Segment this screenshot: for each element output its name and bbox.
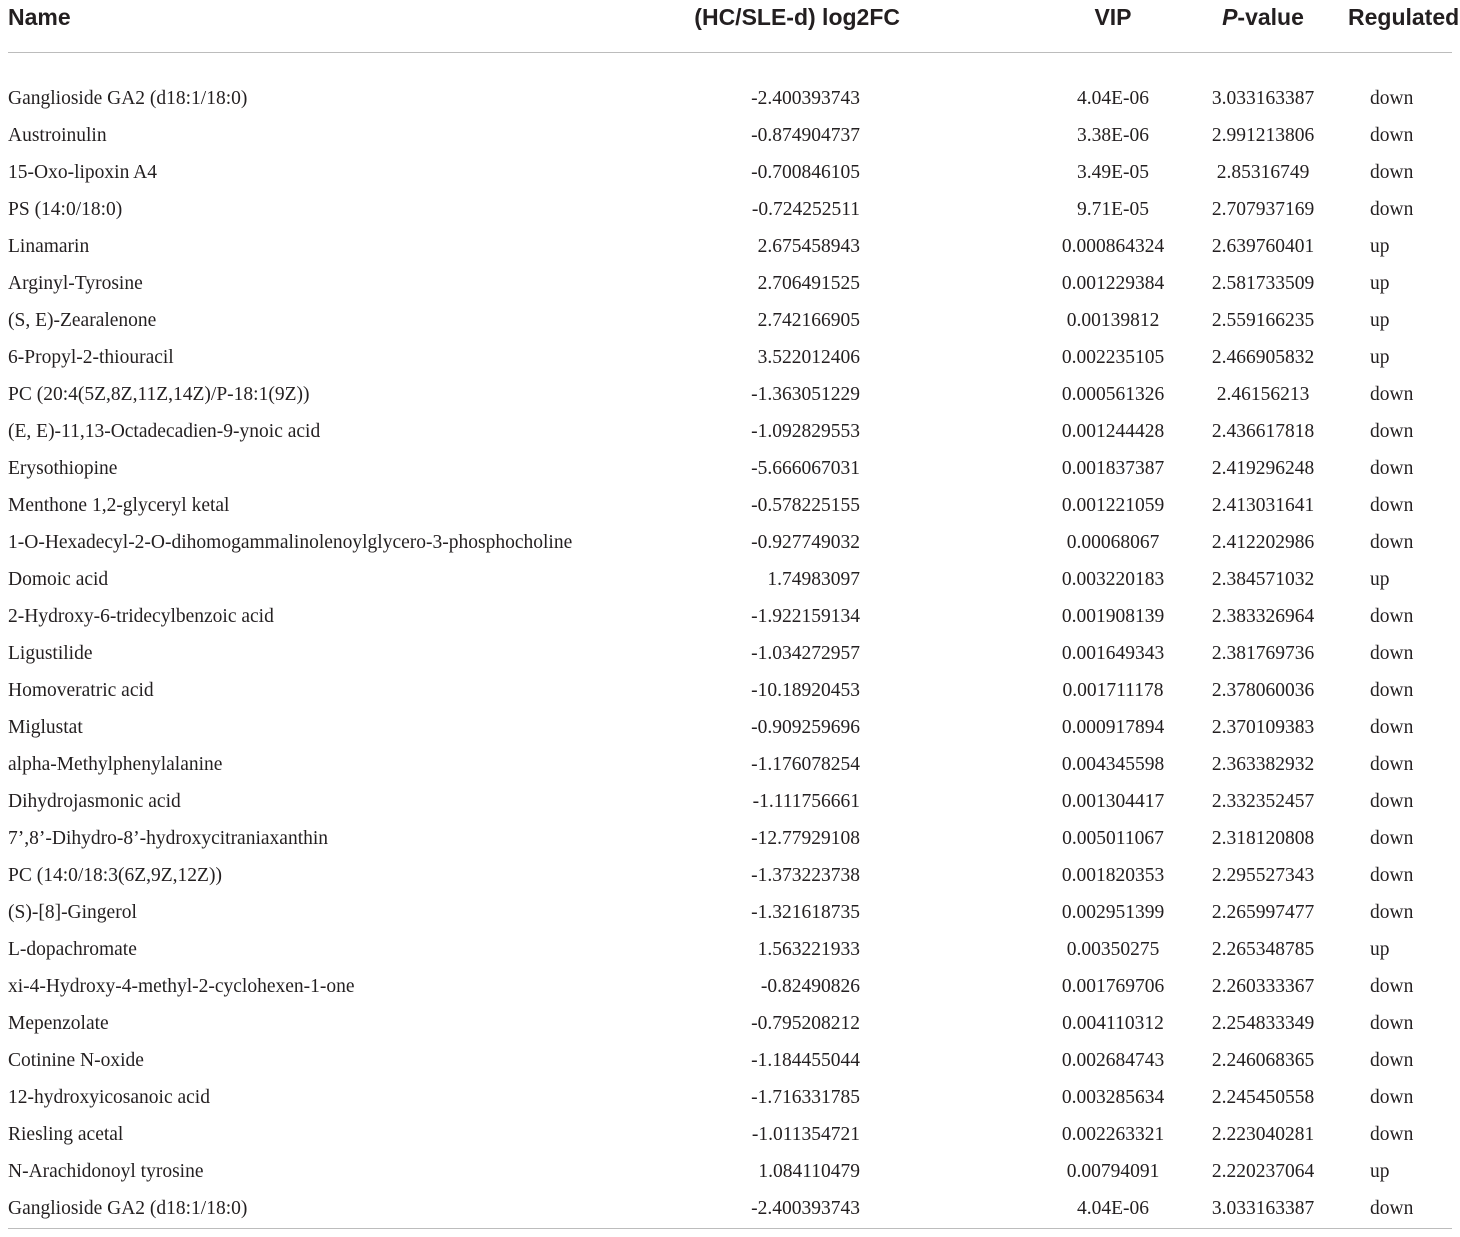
- table-row: [8, 784, 1452, 821]
- cell-name: N-Arachidonoyl tyrosine: [8, 1161, 204, 1182]
- table-row: [8, 932, 1452, 969]
- table-row: [8, 1006, 1452, 1043]
- table-row: [8, 488, 1452, 525]
- cell-vip: 9.71E-05: [1076, 199, 1150, 220]
- cell-name: Mepenzolate: [8, 1013, 109, 1034]
- cell-regulated: down: [1370, 532, 1414, 553]
- cell-p-value: 3.033163387: [1211, 1198, 1315, 1219]
- cell-p-value: 2.295527343: [1211, 865, 1315, 886]
- cell-log2fc: 2.706491525: [757, 273, 860, 294]
- header-name: Name: [8, 0, 628, 52]
- cell-name: Miglustat: [8, 717, 83, 738]
- cell-regulated: down: [1370, 199, 1414, 220]
- cell-regulated: up: [1370, 273, 1390, 294]
- table-row: [8, 969, 1452, 1006]
- cell-regulated: down: [1370, 902, 1414, 923]
- cell-vip: 4.04E-06: [1076, 88, 1150, 109]
- cell-regulated: down: [1370, 680, 1414, 701]
- cell-name: (S, E)-Zearalenone: [8, 310, 157, 331]
- cell-log2fc: -1.111756661: [752, 791, 860, 812]
- cell-p-value: 2.413031641: [1211, 495, 1315, 516]
- cell-regulated: down: [1370, 162, 1414, 183]
- cell-name: Austroinulin: [8, 125, 107, 146]
- cell-name: 2-Hydroxy-6-tridecylbenzoic acid: [8, 606, 274, 627]
- cell-log2fc: -1.092829553: [751, 421, 860, 442]
- cell-p-value: 2.559166235: [1211, 310, 1315, 331]
- header-row: [8, 0, 1452, 52]
- cell-name: Arginyl-Tyrosine: [8, 273, 143, 294]
- table-row: [8, 562, 1452, 599]
- cell-p-value: 3.033163387: [1211, 88, 1315, 109]
- cell-vip: 0.003220183: [1061, 569, 1165, 590]
- cell-log2fc: -0.578225155: [751, 495, 860, 516]
- cell-regulated: down: [1370, 1198, 1414, 1219]
- cell-name: (E, E)-11,13-Octadecadien-9-ynoic acid: [8, 421, 321, 442]
- cell-p-value: 2.85316749: [1216, 162, 1310, 183]
- cell-log2fc: -1.034272957: [751, 643, 860, 664]
- table-row: [8, 821, 1452, 858]
- cell-name: Ganglioside GA2 (d18:1/18:0): [8, 88, 248, 109]
- cell-log2fc: -5.666067031: [751, 458, 860, 479]
- cell-log2fc: 1.74983097: [767, 569, 860, 590]
- table-row: [8, 858, 1452, 895]
- cell-name: 6-Propyl-2-thiouracil: [8, 347, 174, 368]
- cell-log2fc: -2.400393743: [751, 1198, 860, 1219]
- cell-p-value: 2.245450558: [1211, 1087, 1315, 1108]
- cell-name: L-dopachromate: [8, 939, 137, 960]
- cell-vip: 0.001837387: [1061, 458, 1165, 479]
- cell-regulated: down: [1370, 1050, 1414, 1071]
- cell-regulated: up: [1370, 1161, 1390, 1182]
- cell-log2fc: -0.82490826: [760, 976, 860, 997]
- cell-name: Linamarin: [8, 236, 90, 257]
- cell-log2fc: -1.184455044: [751, 1050, 860, 1071]
- table-row: [8, 52, 1452, 118]
- cell-regulated: down: [1370, 88, 1414, 109]
- table-row: [8, 1080, 1452, 1117]
- cell-regulated: down: [1370, 125, 1414, 146]
- cell-name: (S)-[8]-Gingerol: [8, 902, 137, 923]
- table-row: [8, 599, 1452, 636]
- cell-regulated: down: [1370, 1013, 1414, 1034]
- cell-log2fc: -1.011354721: [751, 1124, 860, 1145]
- cell-vip: 0.003285634: [1061, 1087, 1165, 1108]
- table-row: [8, 710, 1452, 747]
- table-row: [8, 377, 1452, 414]
- cell-log2fc: -1.922159134: [751, 606, 860, 627]
- cell-vip: 0.000864324: [1061, 236, 1165, 257]
- cell-name: alpha-Methylphenylalanine: [8, 754, 223, 775]
- cell-log2fc: -0.927749032: [751, 532, 860, 553]
- cell-p-value: 2.412202986: [1211, 532, 1315, 553]
- cell-regulated: down: [1370, 1124, 1414, 1145]
- table-row: [8, 1043, 1452, 1080]
- cell-p-value: 2.363382932: [1211, 754, 1315, 775]
- table-row: [8, 747, 1452, 784]
- cell-regulated: down: [1370, 865, 1414, 886]
- cell-regulated: down: [1370, 828, 1414, 849]
- cell-vip: 0.004345598: [1061, 754, 1165, 775]
- cell-log2fc: -1.716331785: [751, 1087, 860, 1108]
- cell-vip: 0.00139812: [1066, 310, 1160, 331]
- cell-regulated: down: [1370, 458, 1414, 479]
- cell-name: xi-4-Hydroxy-4-methyl-2-cyclohexen-1-one: [8, 976, 355, 997]
- cell-p-value: 2.381769736: [1211, 643, 1315, 664]
- table-row: [8, 451, 1452, 488]
- cell-regulated: up: [1370, 347, 1390, 368]
- cell-name: 7’,8’-Dihydro-8’-hydroxycitraniaxanthin: [8, 828, 329, 849]
- cell-regulated: down: [1370, 717, 1414, 738]
- cell-log2fc: -10.18920453: [751, 680, 860, 701]
- cell-p-value: 2.223040281: [1211, 1124, 1315, 1145]
- cell-vip: 0.001649343: [1061, 643, 1165, 664]
- header-log2fc: [628, 0, 1048, 52]
- cell-vip: 0.00794091: [1066, 1161, 1160, 1182]
- table-row: [8, 1191, 1452, 1228]
- cell-p-value: 2.265997477: [1211, 902, 1315, 923]
- cell-vip: 4.04E-06: [1076, 1198, 1150, 1219]
- cell-log2fc: -0.874904737: [751, 125, 860, 146]
- header-vip: VIP: [1048, 0, 1178, 52]
- cell-log2fc: -0.795208212: [751, 1013, 860, 1034]
- cell-p-value: 2.332352457: [1211, 791, 1315, 812]
- table-row: [8, 303, 1452, 340]
- cell-vip: 0.000561326: [1061, 384, 1165, 405]
- cell-vip: 0.001908139: [1061, 606, 1165, 627]
- cell-log2fc: -2.400393743: [751, 88, 860, 109]
- cell-name: Ganglioside GA2 (d18:1/18:0): [8, 1198, 248, 1219]
- table-row: [8, 673, 1452, 710]
- cell-vip: 0.004110312: [1062, 1013, 1164, 1034]
- cell-name: PC (14:0/18:3(6Z,9Z,12Z)): [8, 865, 222, 886]
- cell-vip: 0.005011067: [1062, 828, 1164, 849]
- header-log2fc-label: (HC/SLE-d) log2FC: [694, 4, 900, 30]
- table-row: [8, 636, 1452, 673]
- cell-name: Dihydrojasmonic acid: [8, 791, 181, 812]
- cell-regulated: down: [1370, 754, 1414, 775]
- cell-p-value: 2.384571032: [1211, 569, 1315, 590]
- cell-vip: 0.002951399: [1061, 902, 1165, 923]
- cell-vip: 0.001221059: [1061, 495, 1165, 516]
- table-row: [8, 1154, 1452, 1191]
- cell-p-value: 2.260333367: [1211, 976, 1315, 997]
- cell-name: Menthone 1,2-glyceryl ketal: [8, 495, 230, 516]
- cell-vip: 0.00350275: [1066, 939, 1160, 960]
- cell-regulated: down: [1370, 495, 1414, 516]
- header-p-rest: -value: [1237, 4, 1304, 30]
- cell-vip: 0.002684743: [1061, 1050, 1165, 1071]
- table-row: [8, 229, 1452, 266]
- cell-log2fc: -1.373223738: [751, 865, 860, 886]
- cell-regulated: up: [1370, 569, 1390, 590]
- cell-name: Ligustilide: [8, 643, 93, 664]
- cell-log2fc: 3.522012406: [757, 347, 860, 368]
- table-row: [8, 192, 1452, 229]
- cell-log2fc: 1.084110479: [758, 1161, 860, 1182]
- cell-p-value: 2.370109383: [1211, 717, 1315, 738]
- cell-log2fc: 1.563221933: [757, 939, 860, 960]
- cell-p-value: 2.254833349: [1211, 1013, 1315, 1034]
- cell-p-value: 2.436617818: [1211, 421, 1315, 442]
- cell-vip: 3.38E-06: [1076, 125, 1150, 146]
- cell-log2fc: -0.724252511: [751, 199, 860, 220]
- cell-regulated: down: [1370, 976, 1414, 997]
- table-bottom-rule: [8, 1228, 1452, 1229]
- metabolite-table-container: [8, 0, 1460, 1228]
- cell-regulated: down: [1370, 384, 1414, 405]
- table-row: [8, 895, 1452, 932]
- table-header: [8, 0, 1460, 52]
- table-row: [8, 340, 1452, 377]
- metabolite-table: [8, 0, 1460, 1228]
- cell-regulated: down: [1370, 643, 1414, 664]
- cell-p-value: 2.378060036: [1211, 680, 1315, 701]
- cell-log2fc: -1.321618735: [751, 902, 860, 923]
- cell-vip: 0.001711178: [1062, 680, 1164, 701]
- cell-vip: 0.001820353: [1061, 865, 1165, 886]
- cell-name: PC (20:4(5Z,8Z,11Z,14Z)/P-18:1(9Z)): [8, 384, 310, 405]
- cell-p-value: 2.991213806: [1211, 125, 1315, 146]
- cell-p-value: 2.419296248: [1211, 458, 1315, 479]
- cell-vip: 0.002235105: [1061, 347, 1165, 368]
- cell-log2fc: 2.742166905: [757, 310, 860, 331]
- table-row: [8, 118, 1452, 155]
- cell-name: Erysothiopine: [8, 458, 118, 479]
- cell-p-value: 2.265348785: [1211, 939, 1315, 960]
- cell-regulated: down: [1370, 1087, 1414, 1108]
- header-p-italic: P: [1222, 4, 1238, 30]
- cell-vip: 0.00068067: [1066, 532, 1160, 553]
- cell-name: Domoic acid: [8, 569, 109, 590]
- cell-vip: 0.001229384: [1061, 273, 1165, 294]
- cell-name: Homoveratric acid: [8, 680, 154, 701]
- cell-p-value: 2.466905832: [1211, 347, 1315, 368]
- cell-vip: 0.001769706: [1061, 976, 1165, 997]
- cell-vip: 0.001304417: [1061, 791, 1165, 812]
- cell-p-value: 2.707937169: [1211, 199, 1315, 220]
- cell-vip: 0.001244428: [1061, 421, 1165, 442]
- cell-name: PS (14:0/18:0): [8, 199, 123, 220]
- cell-name: 1-O-Hexadecyl-2-O-dihomogammalinolenoylglycero-3-phosphocholine: [8, 532, 573, 553]
- cell-p-value: 2.383326964: [1211, 606, 1315, 627]
- cell-log2fc: -0.700846105: [751, 162, 860, 183]
- cell-name: Riesling acetal: [8, 1124, 124, 1145]
- cell-log2fc: -0.909259696: [751, 717, 860, 738]
- table-body: [8, 52, 1452, 1228]
- cell-name: 15-Oxo-lipoxin A4: [8, 162, 157, 183]
- table-row: [8, 1117, 1452, 1154]
- cell-name: 12-hydroxyicosanoic acid: [8, 1087, 210, 1108]
- cell-p-value: 2.220237064: [1211, 1161, 1315, 1182]
- header-regulated: Regulated: [1348, 0, 1452, 52]
- cell-regulated: up: [1370, 236, 1390, 257]
- header-p-value: [1178, 0, 1348, 52]
- table-row: [8, 155, 1452, 192]
- cell-vip: 0.000917894: [1061, 717, 1165, 738]
- cell-p-value: 2.639760401: [1211, 236, 1315, 257]
- cell-regulated: up: [1370, 939, 1390, 960]
- cell-p-value: 2.581733509: [1211, 273, 1315, 294]
- table-row: [8, 525, 1452, 562]
- table-row: [8, 266, 1452, 303]
- table-row: [8, 414, 1452, 451]
- cell-log2fc: -12.77929108: [751, 828, 860, 849]
- cell-vip: 3.49E-05: [1076, 162, 1150, 183]
- cell-regulated: down: [1370, 606, 1414, 627]
- cell-regulated: up: [1370, 310, 1390, 331]
- cell-log2fc: -1.176078254: [751, 754, 860, 775]
- cell-vip: 0.002263321: [1061, 1124, 1165, 1145]
- cell-name: Cotinine N-oxide: [8, 1050, 144, 1071]
- cell-p-value: 2.46156213: [1216, 384, 1310, 405]
- cell-regulated: down: [1370, 421, 1414, 442]
- cell-log2fc: 2.675458943: [757, 236, 860, 257]
- cell-log2fc: -1.363051229: [751, 384, 860, 405]
- cell-regulated: down: [1370, 791, 1414, 812]
- cell-p-value: 2.246068365: [1211, 1050, 1315, 1071]
- cell-p-value: 2.318120808: [1211, 828, 1315, 849]
